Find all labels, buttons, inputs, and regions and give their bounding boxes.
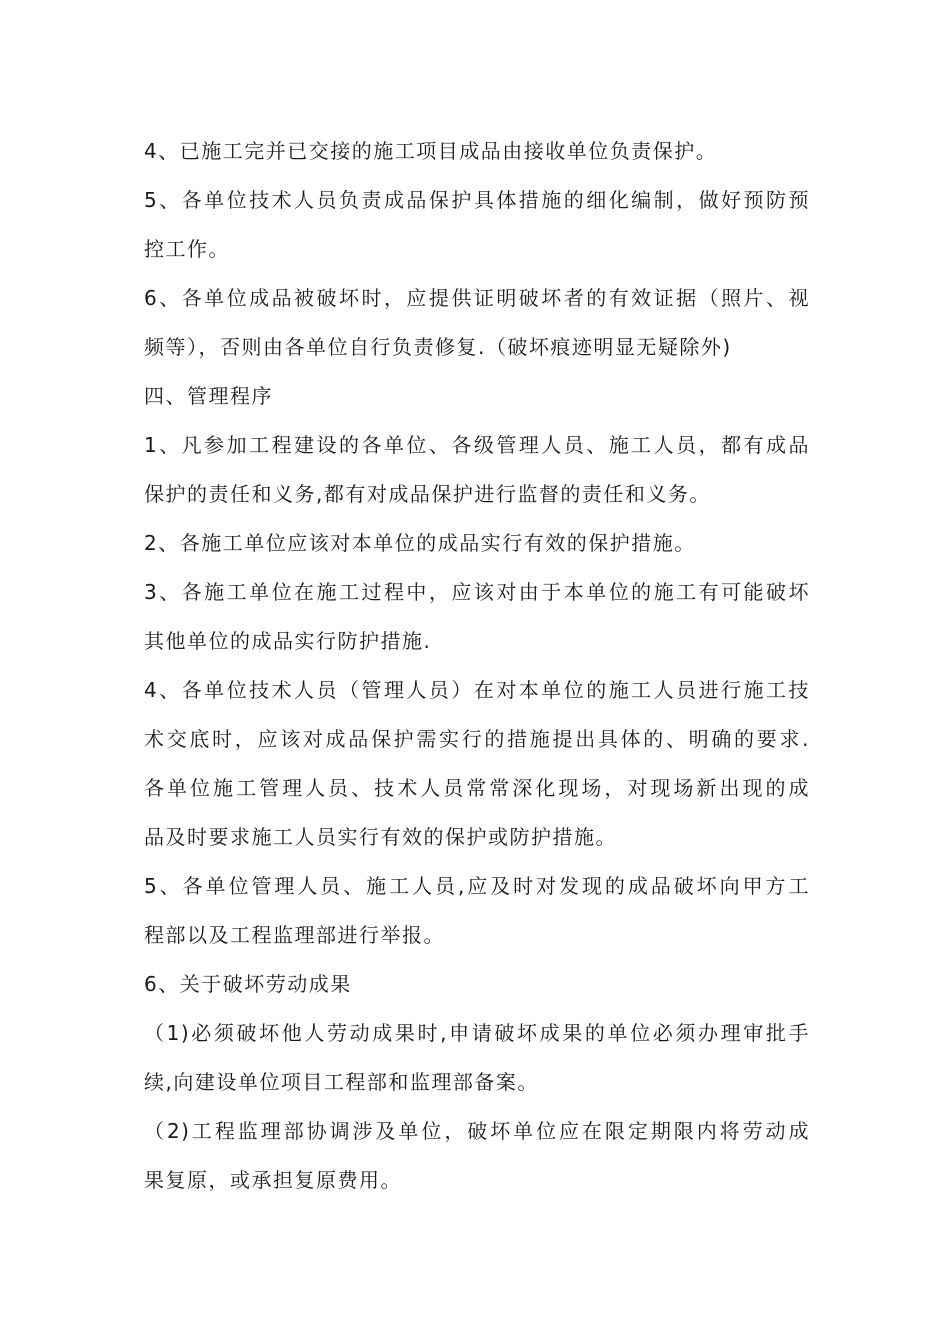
section-heading: 四、管理程序 (144, 384, 273, 408)
paragraph-line-11: 其他单位的成品实行防护措施. (144, 629, 432, 653)
document-body (144, 127, 810, 1205)
paragraph-line-21: （2)工程监理部协调涉及单位，破坏单位应在限定期限内将劳动成 (144, 1119, 810, 1143)
paragraph-line-10: 3、各施工单位在施工过程中，应该对由于本单位的施工有可能破坏 (144, 580, 810, 604)
paragraph-line-7: 1、凡参加工程建设的各单位、各级管理人员、施工人员，都有成品 (144, 433, 810, 457)
paragraph-line-1: 4、已施工完并已交接的施工项目成品由接收单位负责保护。 (144, 139, 718, 163)
paragraph-line-22: 果复原，或承担复原费用。 (144, 1168, 402, 1192)
paragraph-line-3: 控工作。 (144, 237, 230, 261)
paragraph-line-2: 5、各单位技术人员负责成品保护具体措施的细化编制，做好预防预 (144, 188, 810, 212)
paragraph-line-13: 术交底时，应该对成品保护需实行的措施提出具体的、明确的要求. (144, 727, 810, 751)
paragraph-line-19: （1)必须破坏他人劳动成果时,申请破坏成果的单位必须办理审批手 (144, 1021, 810, 1045)
paragraph-line-12: 4、各单位技术人员（管理人员）在对本单位的施工人员进行施工技 (144, 678, 810, 702)
paragraph-line-8: 保护的责任和义务,都有对成品保护进行监督的责任和义务。 (144, 482, 711, 506)
paragraph-line-16: 5、各单位管理人员、施工人员,应及时对发现的成品破坏向甲方工 (144, 874, 810, 898)
paragraph-line-18: 6、关于破坏劳动成果 (144, 972, 352, 996)
paragraph-line-4: 6、各单位成品被破坏时，应提供证明破坏者的有效证据（照片、视 (144, 286, 810, 310)
paragraph-line-5: 频等），否则由各单位自行负责修复.（破坏痕迹明显无疑除外) (144, 335, 732, 359)
paragraph-line-14: 各单位施工管理人员、技术人员常常深化现场，对现场新出现的成 (144, 776, 810, 800)
paragraph-line-20: 续,向建设单位项目工程部和监理部备案。 (144, 1070, 539, 1094)
paragraph-line-15: 品及时要求施工人员实行有效的保护或防护措施。 (144, 825, 617, 849)
paragraph-line-9: 2、各施工单位应该对本单位的成品实行有效的保护措施。 (144, 531, 696, 555)
paragraph-line-17: 程部以及工程监理部进行举报。 (144, 923, 445, 947)
